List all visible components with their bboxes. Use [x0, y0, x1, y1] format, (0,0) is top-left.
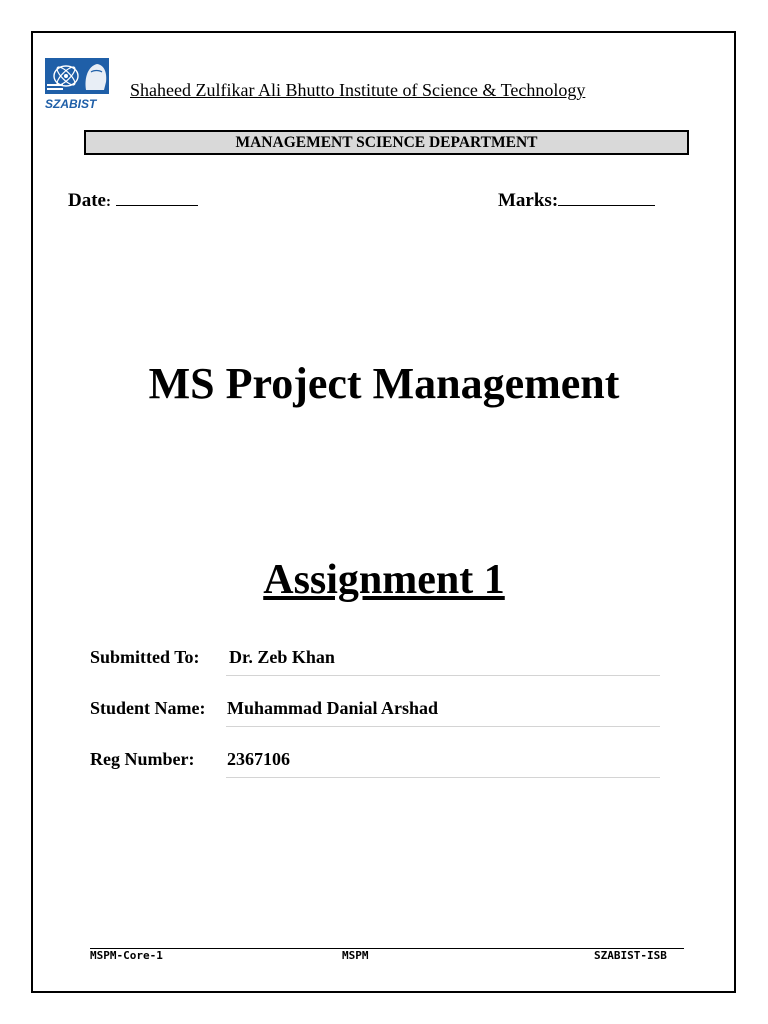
student-name-label: Student Name:: [90, 698, 206, 718]
student-name-value: Muhammad Danial Arshad: [227, 698, 439, 718]
submitted-to-label: Submitted To:: [90, 647, 200, 667]
date-label: Date: [68, 190, 106, 211]
marks-label: Marks:: [498, 190, 559, 211]
reg-number-label: Reg Number:: [90, 749, 195, 769]
student-name-rule: [226, 726, 660, 727]
marks-field: [498, 189, 655, 212]
submitted-to-value: Dr. Zeb Khan: [229, 647, 335, 667]
date-field: [68, 189, 198, 212]
course-title: MS Project Management: [148, 359, 620, 408]
logo-wordmark: SZABIST: [45, 97, 97, 111]
date-blank: [116, 189, 198, 206]
marks-blank: [558, 189, 655, 206]
date-colon: :: [105, 194, 111, 210]
footer-right: SZABIST-ISB: [594, 949, 667, 962]
institute-name: Shaheed Zulfikar Ali Bhutto Institute of Science & Technology: [130, 80, 586, 100]
submitted-to-rule: [226, 675, 660, 676]
footer-center: MSPM: [342, 949, 369, 962]
szabist-logo: [44, 56, 110, 112]
page-border: [31, 31, 736, 993]
assignment-title: Assignment 1: [263, 557, 505, 603]
reg-number-rule: [226, 777, 660, 778]
footer-left: MSPM-Core-1: [90, 949, 163, 962]
department-banner: MANAGEMENT SCIENCE DEPARTMENT: [84, 130, 689, 155]
reg-number-value: 2367106: [227, 749, 290, 769]
